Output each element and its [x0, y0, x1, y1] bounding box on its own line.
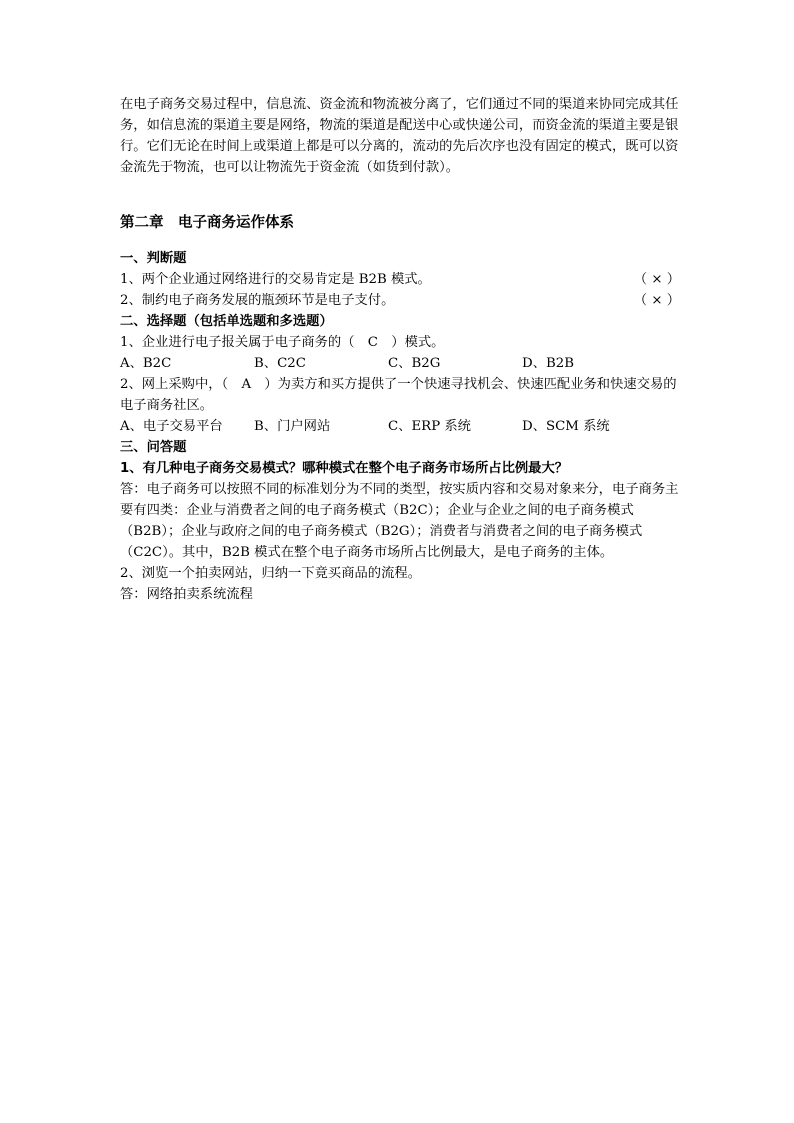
section-heading-question-answer: 三、问答题: [120, 440, 187, 455]
section-multiple-choice: [120, 311, 680, 437]
tf-item-answer-mark: （ × ）: [633, 272, 680, 287]
choice-option: D、SCM 系统: [522, 419, 610, 434]
choice-option: A、B2C: [120, 356, 172, 371]
tf-item-answer-mark: （ × ）: [633, 293, 680, 308]
qa-answer-1: 答：电子商务可以按照不同的标准划分为不同的类型，按实质内容和交易对象来分，电子商务主要有四类：企业与消费者之间的电子商务模式（B2C）；企业与企业之间的电子商务模式（B2B）；企业与政府之间的电子商务模式（B2G）；消费者与消费者之间的电子商务模式（C2C）。其中，B2B 模式在整个电子商务市场所占比例最大，是电子商务的主体。: [120, 482, 679, 560]
tf-item-text: 1、两个企业通过网络进行的交易肯定是 B2B 模式。: [120, 272, 431, 287]
choice-question-1: 1、企业进行电子报关属于电子商务的（ C ）模式。: [120, 335, 445, 350]
choice-option: C、B2G: [388, 356, 441, 371]
section-true-false: [120, 248, 680, 311]
section-heading-true-false: 一、判断题: [120, 251, 187, 266]
choice-option: A、电子交易平台: [120, 419, 223, 434]
tf-item: [120, 290, 680, 311]
tf-item-text: 2、制约电子商务发展的瓶颈环节是电子支付。: [120, 293, 395, 308]
section-question-answer: [120, 437, 680, 605]
qa-question-2: 2、浏览一个拍卖网站，归纳一下竟买商品的流程。: [120, 566, 421, 581]
intro-paragraph: 在电子商务交易过程中，信息流、资金流和物流被分离了，它们通过不同的渠道来协同完成其任务，如信息流的渠道主要是网络，物流的渠道是配送中心或快递公司，而资金流的渠道主要是银行。它们无论在时间上或渠道上都是可以分离的，流动的先后次序也没有固定的模式，既可以资金流先于物流，也可以让物流先于资金流（如货到付款）。: [120, 97, 679, 175]
tf-item: [120, 269, 680, 290]
choice-option: B、门户网站: [254, 419, 331, 434]
choice-options-1: [120, 353, 680, 374]
section-heading-multiple-choice: 二、选择题（包括单选题和多选题）: [120, 314, 333, 329]
choice-option: C、ERP 系统: [388, 419, 471, 434]
qa-question-1: 1、有几种电子商务交易模式？哪种模式在整个电子商务市场所占比例最大？: [120, 461, 569, 476]
qa-answer-2: 答：网络拍卖系统流程: [120, 587, 253, 602]
choice-option: B、C2C: [254, 356, 306, 371]
choice-option: D、B2B: [522, 356, 574, 371]
choice-options-2: [120, 416, 680, 437]
choice-question-2: 2、网上采购中，（ A ）为卖方和买方提供了一个快速寻找机会、快速匹配业务和快速交易的电子商务社区。: [120, 377, 677, 413]
chapter-title: 第二章 电子商务运作体系: [120, 215, 294, 231]
page-content: [120, 94, 680, 605]
